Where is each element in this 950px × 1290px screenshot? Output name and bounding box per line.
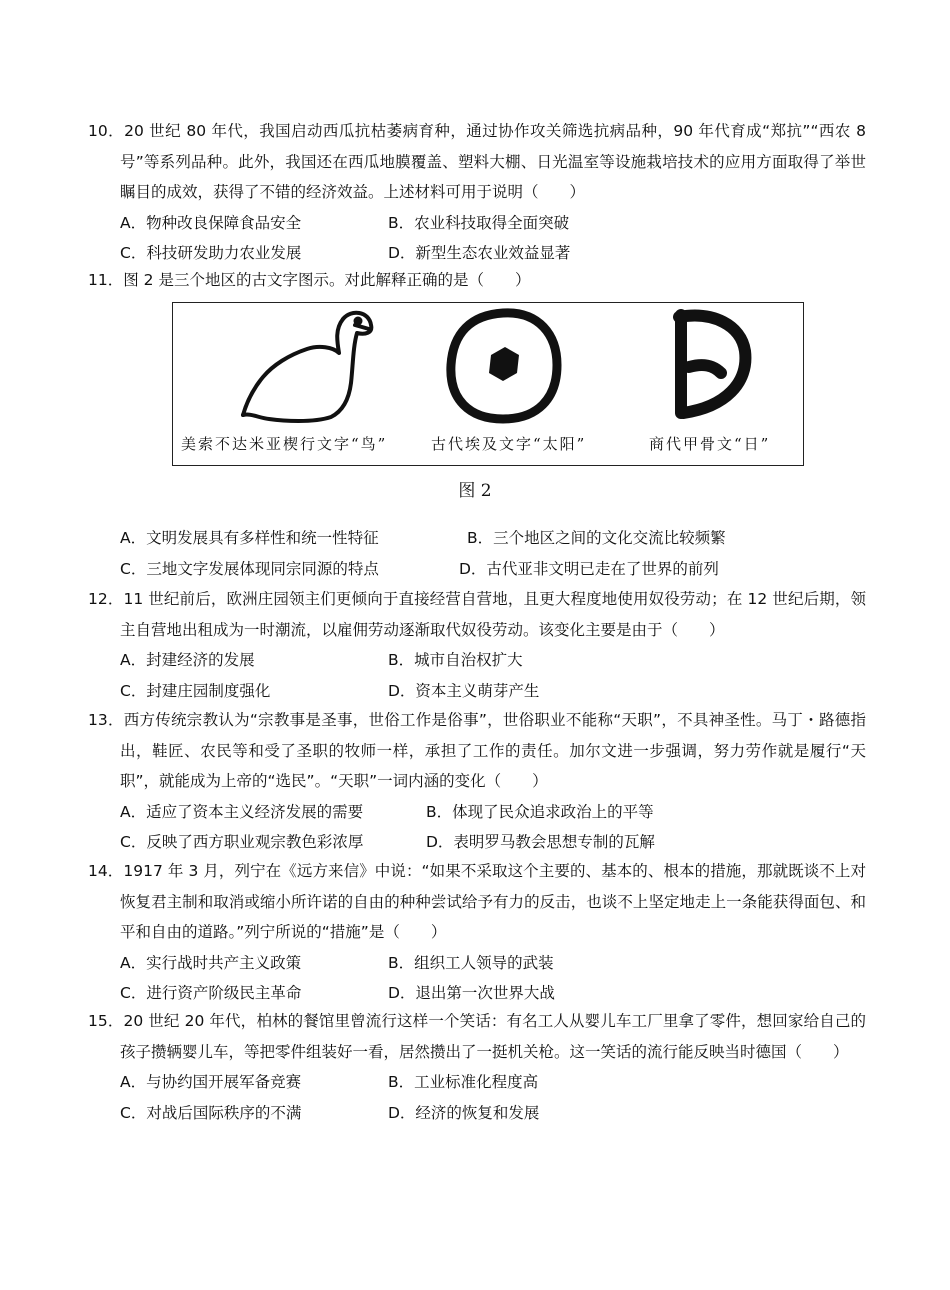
question-number: 13． — [88, 711, 124, 729]
question-stem: 20 世纪 20 年代，柏林的餐馆里曾流行这样一个笑话：有名工人从婴儿车工厂里拿了零件，想回家给自己的孩子攒辆婴儿车，等把零件组装好一看，居然攒出了一挺机关枪。这一笑话的流行能反映当时德国（ ） — [120, 1012, 866, 1061]
oracle-bone-ri-glyph-icon — [679, 315, 745, 413]
sun-glyph-icon — [451, 313, 557, 419]
option-b[interactable]: B．三个地区之间的文化交流比较频繁 — [467, 529, 726, 547]
option-a[interactable]: A．物种改良保障食品安全 — [120, 213, 302, 232]
question-stem: 20 世纪 80 年代，我国启动西瓜抗枯萎病育种，通过协作攻关筛选抗病品种，90 年代育成“郑抗”“西农 8 号”等系列品种。此外，我国还在西瓜地膜覆盖、塑料大棚、日光温室等设施栽培技术的应用方面取得了举世瞩目的成效，获得了不错的经济效益。上述材料可用于说明（ ） — [120, 122, 866, 201]
options-row — [120, 645, 866, 676]
label-sun: 古代埃及文字“太阳” — [431, 435, 587, 453]
option-d[interactable]: D．古代亚非文明已走在了世界的前列 — [459, 559, 719, 578]
question-15 — [88, 1006, 866, 1128]
option-c[interactable]: C．对战后国际秩序的不满 — [120, 1103, 302, 1122]
options-row — [120, 1067, 866, 1098]
options-row — [120, 676, 866, 707]
option-d[interactable]: D．资本主义萌芽产生 — [388, 681, 540, 700]
option-b[interactable]: B．农业科技取得全面突破 — [388, 213, 570, 232]
option-d[interactable]: D．新型生态农业效益显著 — [388, 244, 571, 262]
figure-caption: 图 2 — [458, 481, 492, 501]
options-row — [120, 1098, 866, 1129]
question-stem: 西方传统宗教认为“宗教事是圣事，世俗工作是俗事”，世俗职业不能称“天职”，不具神圣性。马丁・路德指出，鞋匠、农民等和受了圣职的牧师一样，承担了工作的责任。加尔文进一步强调，努力劳作就是履行“天职”，就能成为上帝的“选民”。“天职”一词内涵的变化（ ） — [120, 711, 866, 790]
option-c[interactable]: C．科技研发助力农业发展 — [120, 244, 302, 262]
options-row — [120, 948, 866, 979]
question-12 — [88, 584, 866, 706]
option-c[interactable]: C．进行资产阶级民主革命 — [120, 984, 302, 1002]
question-13 — [88, 705, 866, 858]
options-row — [120, 827, 866, 858]
question-stem: 11 世纪前后，欧洲庄园领主们更倾向于直接经营自营地，且更大程度地使用奴役劳动；在 12 世纪后期，领主自营地出租成为一时潮流，以雇佣劳动逐渐取代奴役劳动。该变化主要是由于（ ） — [120, 590, 866, 639]
question-stem: 图 2 是三个地区的古文字图示。对此解释正确的是（ ） — [123, 271, 531, 289]
option-c[interactable]: C．反映了西方职业观宗教色彩浓厚 — [120, 833, 364, 851]
question-11 — [88, 265, 866, 296]
option-a[interactable]: A．封建经济的发展 — [120, 651, 255, 669]
question-11-options — [88, 523, 866, 584]
ancient-scripts-figure — [172, 302, 804, 466]
option-b[interactable]: B．工业标准化程度高 — [388, 1073, 539, 1091]
option-b[interactable]: B．城市自治权扩大 — [388, 651, 523, 669]
question-10 — [88, 116, 866, 269]
question-stem: 1917 年 3 月，列宁在《远方来信》中说：“如果不采取这个主要的、基本的、根本的措施，那就既谈不上对恢复君主制和取消或缩小所许诺的自由的种种尝试给予有力的反击，也谈不上坚定地走上一条能获得面包、和平和自由的道路。”列宁所说的“措施”是（ ） — [120, 862, 866, 941]
options-row — [120, 554, 866, 585]
option-a[interactable]: A．实行战时共产主义政策 — [120, 953, 302, 972]
option-c[interactable]: C．封建庄园制度强化 — [120, 681, 271, 700]
bird-glyph-icon — [243, 313, 371, 421]
option-b[interactable]: B．体现了民众追求政治上的平等 — [426, 802, 654, 821]
options-row — [120, 208, 866, 239]
label-ri: 商代甲骨文“日” — [649, 435, 771, 453]
option-d[interactable]: D．退出第一次世界大战 — [388, 984, 555, 1002]
option-c[interactable]: C．三地文字发展体现同宗同源的特点 — [120, 559, 379, 578]
label-bird: 美索不达米亚楔行文字“鸟” — [181, 435, 388, 453]
question-number: 10． — [88, 122, 125, 140]
options-row — [120, 238, 866, 269]
option-a[interactable]: A．文明发展具有多样性和统一性特征 — [120, 529, 379, 547]
options-row — [120, 523, 866, 554]
option-a[interactable]: A．与协约国开展军备竞赛 — [120, 1073, 302, 1091]
question-number: 15． — [88, 1012, 124, 1030]
option-d[interactable]: D．表明罗马教会思想专制的瓦解 — [426, 833, 655, 851]
question-number: 11． — [88, 271, 124, 289]
question-number: 12． — [88, 590, 124, 608]
option-b[interactable]: B．组织工人领导的武装 — [388, 953, 554, 972]
question-number: 14． — [88, 862, 124, 880]
options-row — [120, 797, 866, 828]
options-row — [120, 978, 866, 1009]
option-d[interactable]: D．经济的恢复和发展 — [388, 1103, 540, 1122]
option-a[interactable]: A．适应了资本主义经济发展的需要 — [120, 802, 364, 821]
question-14 — [88, 856, 866, 1009]
